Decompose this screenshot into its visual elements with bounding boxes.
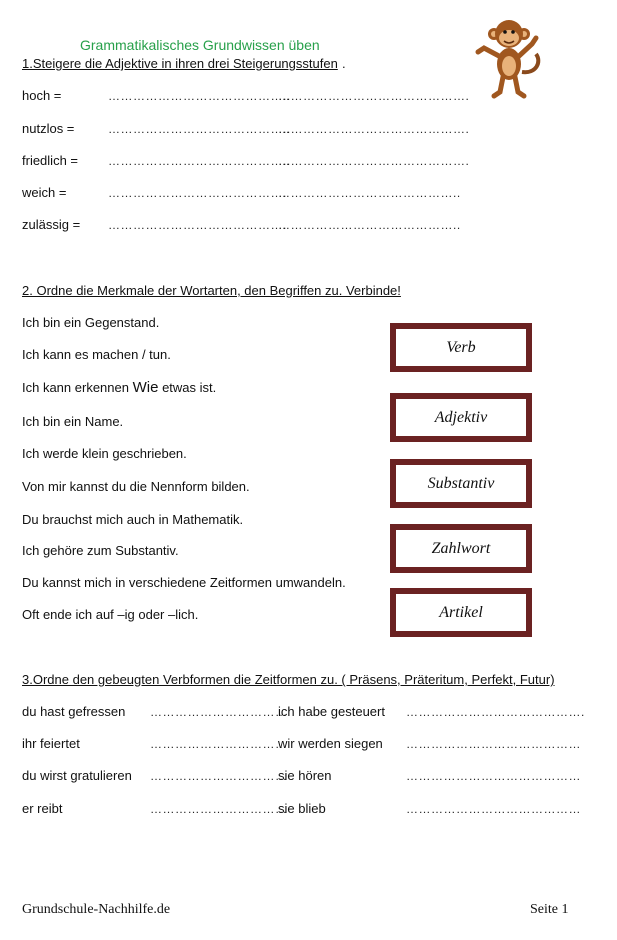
word-class-label: Artikel bbox=[395, 593, 527, 632]
verb-form: sie blieb bbox=[278, 801, 326, 816]
statement: Von mir kannst du die Nennform bilden. bbox=[22, 479, 250, 494]
statement: Oft ende ich auf –ig oder –lich. bbox=[22, 607, 199, 622]
verb-form: du hast gefressen bbox=[22, 704, 126, 719]
answer-blank[interactable]: …………………………………… bbox=[406, 802, 581, 816]
adjective-label: friedlich = bbox=[22, 153, 78, 168]
section1-heading: 1.Steigere die Adjektive in ihren drei Steigerungsstufen bbox=[22, 56, 338, 71]
answer-blank[interactable]: ……………………………………. bbox=[406, 705, 585, 719]
word-class-box-zahlwort[interactable] bbox=[390, 524, 532, 573]
word-class-label: Verb bbox=[395, 328, 527, 367]
answer-blank[interactable]: …………………………… bbox=[150, 769, 288, 783]
answer-blank[interactable]: ………………………………………. bbox=[278, 89, 470, 103]
answer-blank[interactable]: ………………………………………. bbox=[278, 122, 470, 136]
answer-blank[interactable]: …………………………………….. bbox=[108, 122, 291, 136]
statement: Ich bin ein Name. bbox=[22, 414, 124, 429]
footer-site: Grundschule-Nachhilfe.de bbox=[22, 902, 171, 917]
section3-heading: 3.Ordne den gebeugten Verbformen die Zeitformen zu. ( Präsens, Präteritum, Perfekt, Futur) bbox=[22, 672, 555, 687]
monkey-icon bbox=[470, 14, 548, 100]
statement: Ich gehöre zum Substantiv. bbox=[22, 543, 179, 558]
statement: Du brauchst mich auch in Mathematik. bbox=[22, 512, 244, 527]
answer-blank[interactable]: …………………………………….. bbox=[278, 218, 461, 232]
answer-blank[interactable]: …………………………… bbox=[150, 737, 288, 751]
adjective-label: weich = bbox=[22, 185, 67, 200]
answer-blank[interactable]: ……………………………………. bbox=[108, 218, 287, 232]
statement: Ich kann erkennen Wie etwas ist. bbox=[22, 379, 217, 396]
answer-blank[interactable]: …………………………………… bbox=[406, 769, 581, 783]
answer-blank[interactable]: …………………………………….. bbox=[108, 154, 291, 168]
answer-blank[interactable]: …………………………… bbox=[150, 705, 288, 719]
adjective-label: nutzlos = bbox=[22, 121, 75, 136]
verb-form: wir werden siegen bbox=[278, 736, 383, 751]
answer-blank[interactable]: ………………………………………. bbox=[278, 154, 470, 168]
section2-heading: 2. Ordne die Merkmale der Wortarten, den Begriffen zu. Verbinde! bbox=[22, 283, 401, 298]
word-class-box-substantiv[interactable] bbox=[390, 459, 532, 508]
verb-form: sie hören bbox=[278, 768, 332, 783]
word-class-label: Adjektiv bbox=[395, 398, 527, 437]
statement: Du kannst mich in verschiedene Zeitformen umwandeln. bbox=[22, 575, 346, 590]
statement: Ich kann es machen / tun. bbox=[22, 347, 171, 362]
adjective-label: hoch = bbox=[22, 88, 62, 103]
verb-form: ich habe gesteuert bbox=[278, 704, 385, 719]
page-title: Grammatikalisches Grundwissen üben bbox=[80, 37, 320, 53]
word-class-label: Substantiv bbox=[395, 464, 527, 503]
answer-blank[interactable]: …………………………………….. bbox=[278, 186, 461, 200]
verb-form: er reibt bbox=[22, 801, 63, 816]
word-class-label: Zahlwort bbox=[395, 529, 527, 568]
word-class-box-verb[interactable] bbox=[390, 323, 532, 372]
statement: Ich bin ein Gegenstand. bbox=[22, 315, 160, 330]
answer-blank[interactable]: …………………………………….. bbox=[108, 89, 291, 103]
answer-blank[interactable]: ……………………………………. bbox=[108, 186, 287, 200]
verb-form: du wirst gratulieren bbox=[22, 768, 132, 783]
footer-page-number: Seite 1 bbox=[530, 902, 569, 917]
answer-blank[interactable]: …………………………… bbox=[150, 802, 288, 816]
word-class-box-artikel[interactable] bbox=[390, 588, 532, 637]
statement-emphasis: Wie bbox=[132, 379, 159, 396]
statement: Ich werde klein geschrieben. bbox=[22, 446, 187, 461]
verb-form: ihr feiertet bbox=[22, 736, 80, 751]
section1-heading-period: . bbox=[342, 56, 346, 71]
answer-blank[interactable]: …………………………………… bbox=[406, 737, 581, 751]
word-class-box-adjektiv[interactable] bbox=[390, 393, 532, 442]
adjective-label: zulässig = bbox=[22, 217, 81, 232]
